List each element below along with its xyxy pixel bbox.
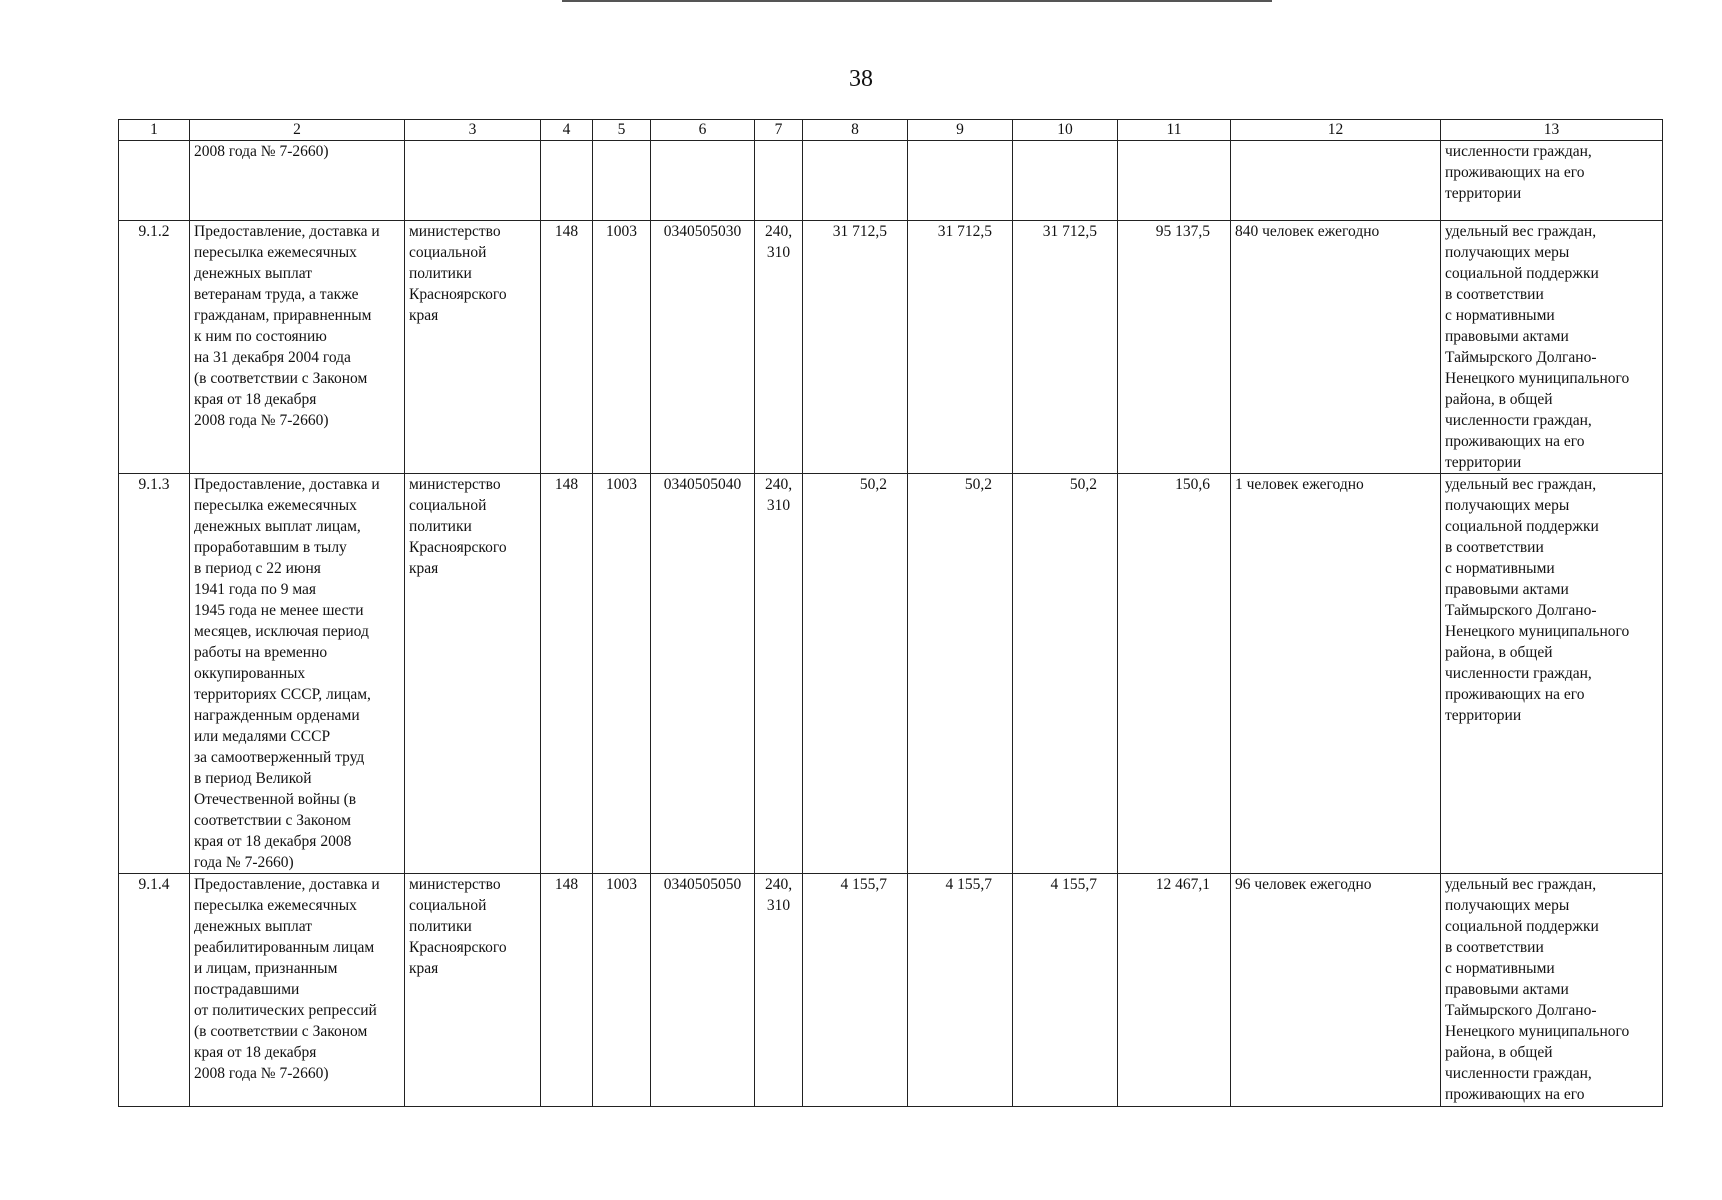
amount-year1-cell [803, 141, 908, 221]
measure-description-cell: 2008 года № 7-2660) [190, 141, 405, 221]
executor-cell: министерство социальной политики Красноярского края [405, 221, 541, 474]
expected-result-cell: 96 человек ежегодно [1231, 874, 1441, 1107]
amount-year3-cell [1013, 141, 1118, 221]
executor-cell [405, 141, 541, 221]
table-row [119, 874, 1663, 1107]
table-header-row [119, 120, 1663, 141]
column-header: 3 [405, 120, 541, 141]
column-header: 12 [1231, 120, 1441, 141]
amount-total-cell: 95 137,5 [1118, 221, 1231, 474]
measure-description-cell: Предоставление, доставка и пересылка ежемесячных денежных выплат лицам, проработавшим в тылу в период с 22 июня 1941 года по 9 мая 1945 года не менее шести месяцев, исключая период работы на временно оккупированных территориях СССР, лицам, награжденным орденами или медалями СССР за самоотверженный труд в период Великой Отечественной войны (в соответствии с Законом края от 18 декабря 2008 года № 7-2660) [190, 474, 405, 874]
section-code-cell [593, 141, 651, 221]
section-code-cell: 1003 [593, 221, 651, 474]
expected-result-cell: 840 человек ежегодно [1231, 221, 1441, 474]
amount-year2-cell: 50,2 [908, 474, 1013, 874]
amount-total-cell: 12 467,1 [1118, 874, 1231, 1107]
grbs-code-cell: 148 [541, 874, 593, 1107]
expense-type-cell: 240, 310 [755, 221, 803, 474]
amount-total-cell: 150,6 [1118, 474, 1231, 874]
column-header: 8 [803, 120, 908, 141]
column-header: 5 [593, 120, 651, 141]
column-header: 10 [1013, 120, 1118, 141]
indicator-cell: удельный вес граждан, получающих меры социальной поддержки в соответствии с нормативными правовыми актами Таймырского Долгано- Ненецкого муниципального района, в общей численности граждан, проживающих на его территории [1441, 474, 1663, 874]
indicator-cell: удельный вес граждан, получающих меры социальной поддержки в соответствии с нормативными правовыми актами Таймырского Долгано- Ненецкого муниципального района, в общей численности граждан, проживающих на его территории [1441, 221, 1663, 474]
row-number-cell: 9.1.3 [119, 474, 190, 874]
amount-year2-cell: 31 712,5 [908, 221, 1013, 474]
row-number-cell: 9.1.4 [119, 874, 190, 1107]
amount-year1-cell: 31 712,5 [803, 221, 908, 474]
row-number-cell: 9.1.2 [119, 221, 190, 474]
column-header: 7 [755, 120, 803, 141]
grbs-code-cell [541, 141, 593, 221]
executor-cell: министерство социальной политики Красноярского края [405, 874, 541, 1107]
column-header: 6 [651, 120, 755, 141]
amount-year3-cell: 31 712,5 [1013, 221, 1118, 474]
column-header: 4 [541, 120, 593, 141]
amount-year3-cell: 4 155,7 [1013, 874, 1118, 1107]
column-header: 1 [119, 120, 190, 141]
expected-result-cell [1231, 141, 1441, 221]
target-article-cell: 0340505030 [651, 221, 755, 474]
column-header: 11 [1118, 120, 1231, 141]
column-header: 9 [908, 120, 1013, 141]
column-header: 2 [190, 120, 405, 141]
indicator-cell: численности граждан, проживающих на его территории [1441, 141, 1663, 221]
section-code-cell: 1003 [593, 474, 651, 874]
top-rule [562, 0, 1272, 2]
table-row [119, 474, 1663, 874]
expense-type-cell: 240, 310 [755, 874, 803, 1107]
row-number-cell [119, 141, 190, 221]
data-table [118, 119, 1663, 1107]
expected-result-cell: 1 человек ежегодно [1231, 474, 1441, 874]
amount-year1-cell: 50,2 [803, 474, 908, 874]
amount-year3-cell: 50,2 [1013, 474, 1118, 874]
executor-cell: министерство социальной политики Красноярского края [405, 474, 541, 874]
target-article-cell: 0340505040 [651, 474, 755, 874]
grbs-code-cell: 148 [541, 221, 593, 474]
measure-description-cell: Предоставление, доставка и пересылка ежемесячных денежных выплат ветеранам труда, а также гражданам, приравненным к ним по состоянию на 31 декабря 2004 года (в соответствии с Законом края от 18 декабря 2008 года № 7-2660) [190, 221, 405, 474]
grbs-code-cell: 148 [541, 474, 593, 874]
table-row [119, 221, 1663, 474]
target-article-cell: 0340505050 [651, 874, 755, 1107]
indicator-cell: удельный вес граждан, получающих меры социальной поддержки в соответствии с нормативными правовыми актами Таймырского Долгано- Ненецкого муниципального района, в общей численности граждан, проживающих на его [1441, 874, 1663, 1107]
amount-total-cell [1118, 141, 1231, 221]
amount-year1-cell: 4 155,7 [803, 874, 908, 1107]
amount-year2-cell [908, 141, 1013, 221]
section-code-cell: 1003 [593, 874, 651, 1107]
expense-type-cell [755, 141, 803, 221]
target-article-cell [651, 141, 755, 221]
column-header: 13 [1441, 120, 1663, 141]
amount-year2-cell: 4 155,7 [908, 874, 1013, 1107]
page-number: 38 [849, 66, 873, 92]
measure-description-cell: Предоставление, доставка и пересылка ежемесячных денежных выплат реабилитированным лицам и лицам, признанным пострадавшими от политических репрессий (в соответствии с Законом края от 18 декабря 2008 года № 7-2660) [190, 874, 405, 1107]
table-row [119, 141, 1663, 221]
expense-type-cell: 240, 310 [755, 474, 803, 874]
